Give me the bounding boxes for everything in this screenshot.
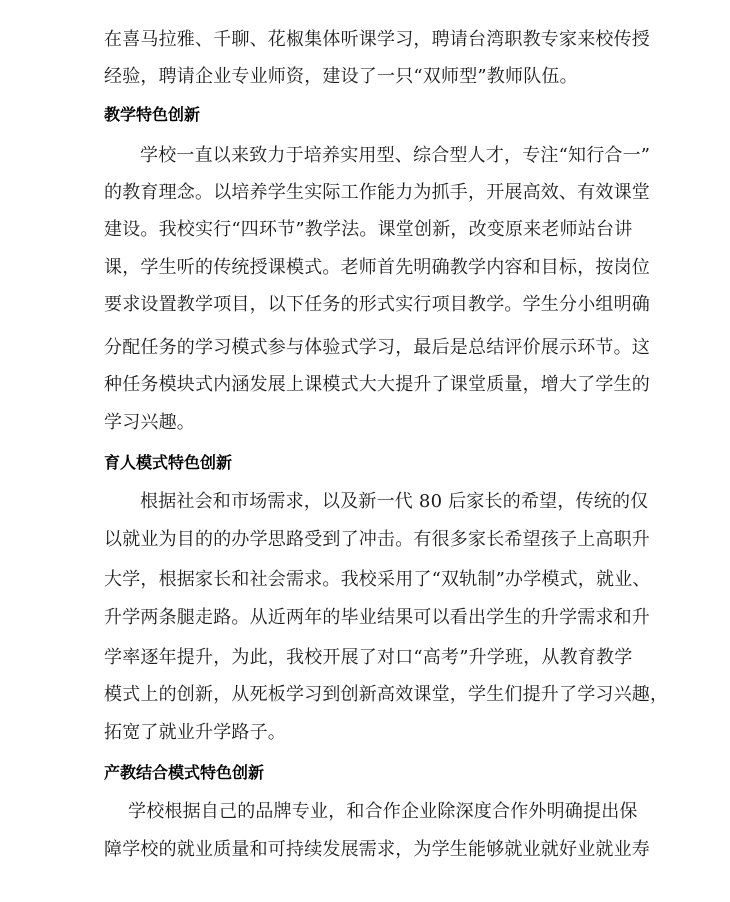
paragraph-line: 学校根据自己的品牌专业，和合作企业除深度合作外明确提出保 xyxy=(128,801,638,822)
paragraph-line: 学校一直以来致力于培养实用型、综合型人才，专注“知行合一” xyxy=(140,145,651,166)
paragraph-line: 学率逐年提升，为此，我校开展了对口“高考”升学班，从教育教学 xyxy=(104,647,633,668)
paragraph-line: 以就业为目的的办学思路受到了冲击。有很多家长希望孩子上高职升 xyxy=(104,529,650,550)
paragraph-line: 拓宽了就业升学路子。 xyxy=(104,722,286,743)
section-heading-education: 育人模式特色创新 xyxy=(104,453,233,472)
paragraph-line: 要求设置教学项目，以下任务的形式实行项目教学。学生分小组明确 xyxy=(104,294,650,315)
paragraph-line: 种任务模块式内涵发展上课模式大大提升了课堂质量，增大了学生的 xyxy=(104,374,650,395)
paragraph-line: 经验，聘请企业专业师资，建设了一只“双师型”教师队伍。 xyxy=(104,66,578,87)
paragraph-line: 模式上的创新，从死板学习到创新高效课堂，学生们提升了学习兴趣， xyxy=(104,684,669,705)
paragraph-line: 分配任务的学习模式参与体验式学习，最后是总结评价展示环节。这 xyxy=(104,337,650,358)
paragraph-line: 升学两条腿走路。从近两年的毕业结果可以看出学生的升学需求和升 xyxy=(104,607,650,628)
paragraph-line: 学习兴趣。 xyxy=(104,412,195,433)
paragraph-line: 课，学生听的传统授课模式。老师首先明确教学内容和目标，按岗位 xyxy=(104,257,650,278)
section-heading-teaching: 教学特色创新 xyxy=(104,105,201,124)
paragraph-line: 的教育理念。以培养学生实际工作能力为抓手，开展高效、有效课堂 xyxy=(104,182,650,203)
section-heading-industry: 产教结合模式特色创新 xyxy=(104,763,265,782)
paragraph-line: 在喜马拉雅、千聊、花椒集体听课学习，聘请台湾职教专家来校传授 xyxy=(104,29,650,50)
paragraph-line: 障学校的就业质量和可持续发展需求，为学生能够就业就好业就业寿 xyxy=(104,839,650,860)
paragraph-line: 大学，根据家长和社会需求。我校采用了“双轨制”办学模式，就业、 xyxy=(104,569,651,590)
paragraph-line: 根据社会和市场需求，以及新一代 80 后家长的希望，传统的仅 xyxy=(140,491,649,512)
paragraph-line: 建设。我校实行“四环节”教学法。课堂创新，改变原来老师站台讲 xyxy=(104,219,633,240)
